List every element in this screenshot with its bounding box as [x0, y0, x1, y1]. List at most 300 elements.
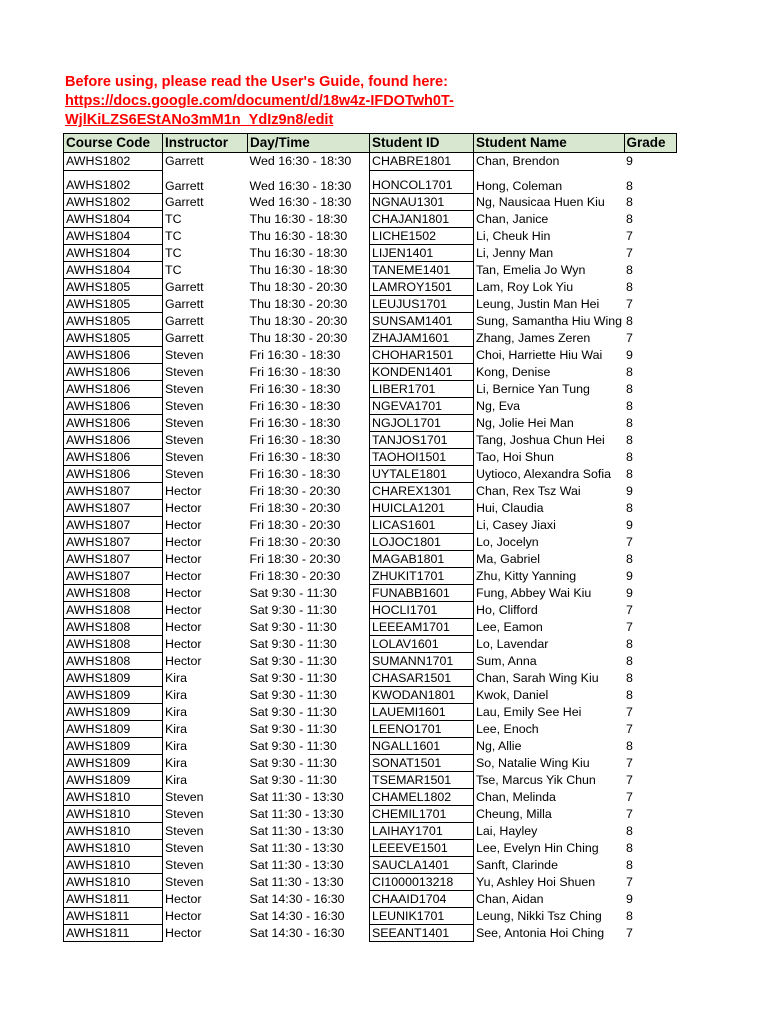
grade-cell[interactable]: 7 [626, 722, 633, 736]
instructor-cell[interactable]: Garrett [165, 314, 204, 328]
day-time-cell[interactable]: Sat 11:30 - 13:30 [249, 841, 344, 855]
grade-cell[interactable]: 7 [626, 705, 633, 719]
header-instructor[interactable]: Instructor [163, 134, 248, 153]
day-time-cell[interactable]: Fri 18:30 - 20:30 [249, 552, 341, 566]
student-id-cell[interactable]: CI1000013218 [370, 874, 474, 891]
student-name-cell[interactable]: Kong, Denise [476, 365, 551, 379]
day-time-cell[interactable]: Thu 16:30 - 18:30 [249, 212, 348, 226]
instructor-cell[interactable]: Hector [165, 620, 202, 634]
course-code-cell[interactable]: AWHS1804 [64, 211, 163, 228]
course-code-cell[interactable]: AWHS1808 [64, 619, 163, 636]
student-id-cell[interactable]: CHAJAN1801 [370, 211, 474, 228]
grade-cell[interactable]: 8 [626, 654, 633, 668]
course-code-cell[interactable]: AWHS1807 [64, 534, 163, 551]
course-code-cell[interactable]: AWHS1809 [64, 755, 163, 772]
student-id-cell[interactable]: LEENO1701 [370, 721, 474, 738]
student-name-cell[interactable]: See, Antonia Hoi Ching [476, 926, 605, 940]
course-code-cell[interactable]: AWHS1807 [64, 568, 163, 585]
student-id-cell[interactable]: LIBER1701 [370, 381, 474, 398]
instructor-cell[interactable]: Steven [165, 399, 204, 413]
student-id-cell[interactable]: UYTALE1801 [370, 466, 474, 483]
student-name-cell[interactable]: Li, Cheuk Hin [476, 229, 551, 243]
instructor-cell[interactable]: Steven [165, 348, 204, 362]
student-name-cell[interactable]: Lo, Lavendar [476, 637, 549, 651]
day-time-cell[interactable]: Sat 11:30 - 13:30 [249, 875, 344, 889]
student-id-cell[interactable]: LAUEMI1601 [370, 704, 474, 721]
instructor-cell[interactable]: TC [165, 263, 182, 277]
student-id-cell[interactable]: ZHAJAM1601 [370, 330, 474, 347]
student-id-cell[interactable]: NGEVA1701 [370, 398, 474, 415]
course-code-cell[interactable]: AWHS1810 [64, 857, 163, 874]
student-name-cell[interactable]: Tao, Hoi Shun [476, 450, 554, 464]
student-name-cell[interactable]: Li, Bernice Yan Tung [476, 382, 590, 396]
day-time-cell[interactable]: Sat 9:30 - 11:30 [249, 603, 337, 617]
student-id-cell[interactable]: MAGAB1801 [370, 551, 474, 568]
student-id-cell[interactable]: SAUCLA1401 [370, 857, 474, 874]
grade-cell[interactable]: 8 [626, 365, 633, 379]
course-code-cell[interactable]: AWHS1804 [64, 228, 163, 245]
course-code-cell[interactable]: AWHS1811 [64, 925, 163, 942]
day-time-cell[interactable]: Fri 18:30 - 20:30 [249, 501, 341, 515]
student-name-cell[interactable]: Hong, Coleman [476, 178, 563, 193]
grade-cell[interactable]: 8 [626, 280, 633, 294]
course-code-cell[interactable]: AWHS1805 [64, 296, 163, 313]
instructor-cell[interactable]: Steven [165, 807, 204, 821]
student-id-cell[interactable]: HUICLA1201 [370, 500, 474, 517]
student-id-cell[interactable]: CHAREX1301 [370, 483, 474, 500]
course-code-cell[interactable]: AWHS1807 [64, 551, 163, 568]
course-code-cell[interactable]: AWHS1810 [64, 823, 163, 840]
course-code-cell[interactable]: AWHS1806 [64, 466, 163, 483]
course-code-cell[interactable]: AWHS1804 [64, 262, 163, 279]
instructor-cell[interactable]: Kira [165, 671, 188, 685]
course-code-cell[interactable]: AWHS1809 [64, 670, 163, 687]
instructor-cell[interactable]: Steven [165, 875, 204, 889]
student-id-cell[interactable]: TAOHOI1501 [370, 449, 474, 466]
student-id-cell[interactable]: ZHUKIT1701 [370, 568, 474, 585]
student-id-cell[interactable]: HONCOL1701 [370, 171, 474, 194]
instructor-cell[interactable]: Hector [165, 603, 202, 617]
student-id-cell[interactable]: TANJOS1701 [370, 432, 474, 449]
grade-cell[interactable]: 8 [626, 467, 633, 481]
instructor-cell[interactable]: Steven [165, 365, 204, 379]
instructor-cell[interactable]: Steven [165, 790, 204, 804]
day-time-cell[interactable]: Thu 18:30 - 20:30 [249, 331, 348, 345]
student-name-cell[interactable]: Lau, Emily See Hei [476, 705, 582, 719]
student-id-cell[interactable]: LOJOC1801 [370, 534, 474, 551]
grade-cell[interactable]: 9 [626, 518, 633, 532]
header-course-code[interactable]: Course Code [64, 134, 163, 153]
student-id-cell[interactable]: CHEMIL1701 [370, 806, 474, 823]
day-time-cell[interactable]: Fri 16:30 - 18:30 [249, 365, 341, 379]
day-time-cell[interactable]: Sat 9:30 - 11:30 [249, 671, 337, 685]
student-name-cell[interactable]: Lee, Evelyn Hin Ching [476, 841, 599, 855]
day-time-cell[interactable]: Sat 9:30 - 11:30 [249, 756, 337, 770]
student-name-cell[interactable]: Li, Jenny Man [476, 246, 554, 260]
student-name-cell[interactable]: Yu, Ashley Hoi Shuen [476, 875, 596, 889]
instructor-cell[interactable]: Garrett [165, 280, 204, 294]
student-name-cell[interactable]: Ng, Jolie Hei Man [476, 416, 574, 430]
day-time-cell[interactable]: Fri 16:30 - 18:30 [249, 382, 341, 396]
day-time-cell[interactable]: Wed 16:30 - 18:30 [249, 195, 352, 209]
guide-link-line-1[interactable] [65, 92, 485, 111]
student-name-cell[interactable]: Sung, Samantha Hiu Wing [476, 314, 623, 328]
course-code-cell[interactable]: AWHS1811 [64, 908, 163, 925]
student-id-cell[interactable]: LEEEAM1701 [370, 619, 474, 636]
instructor-cell[interactable]: Garrett [165, 331, 204, 345]
instructor-cell[interactable]: Hector [165, 535, 202, 549]
course-code-cell[interactable]: AWHS1802 [64, 171, 163, 194]
day-time-cell[interactable]: Thu 16:30 - 18:30 [249, 229, 348, 243]
day-time-cell[interactable]: Fri 16:30 - 18:30 [249, 467, 341, 481]
instructor-cell[interactable]: TC [165, 212, 182, 226]
student-id-cell[interactable]: LEUNIK1701 [370, 908, 474, 925]
table-row [64, 738, 677, 755]
student-name-cell[interactable]: Lee, Enoch [476, 722, 539, 736]
instructor-cell[interactable]: Kira [165, 705, 188, 719]
course-code-cell[interactable]: AWHS1802 [64, 153, 163, 171]
student-name-cell[interactable]: Ho, Clifford [476, 603, 538, 617]
grade-cell[interactable]: 9 [626, 484, 633, 498]
instructor-cell[interactable]: Hector [165, 909, 202, 923]
student-id-cell[interactable]: KWODAN1801 [370, 687, 474, 704]
day-time-cell[interactable]: Fri 16:30 - 18:30 [249, 416, 341, 430]
student-name-cell[interactable]: Fung, Abbey Wai Kiu [476, 586, 592, 600]
table-row [64, 381, 677, 398]
grade-cell[interactable]: 8 [626, 195, 633, 209]
student-name-cell[interactable]: Ng, Nausicaa Huen Kiu [476, 195, 605, 209]
day-time-cell[interactable]: Fri 16:30 - 18:30 [249, 399, 341, 413]
course-code-cell[interactable]: AWHS1811 [64, 891, 163, 908]
day-time-cell[interactable]: Sat 9:30 - 11:30 [249, 654, 337, 668]
table-row [64, 398, 677, 415]
instructor-cell[interactable]: Hector [165, 892, 202, 906]
table-row [64, 330, 677, 347]
day-time-cell[interactable]: Sat 14:30 - 16:30 [249, 926, 345, 940]
instructor-cell[interactable]: Kira [165, 756, 188, 770]
student-name-cell[interactable]: Ng, Eva [476, 399, 521, 413]
grade-cell[interactable]: 7 [626, 756, 633, 770]
student-name-cell[interactable]: Tang, Joshua Chun Hei [476, 433, 605, 447]
course-code-cell[interactable]: AWHS1805 [64, 313, 163, 330]
course-code-cell[interactable]: AWHS1809 [64, 704, 163, 721]
student-name-cell[interactable]: Chan, Brendon [476, 154, 560, 168]
course-code-cell[interactable]: AWHS1802 [64, 194, 163, 211]
student-id-cell[interactable]: NGNAU1301 [370, 194, 474, 211]
grade-cell[interactable]: 7 [626, 875, 633, 889]
student-id-cell[interactable]: TSEMAR1501 [370, 772, 474, 789]
instructor-cell[interactable]: Hector [165, 637, 202, 651]
grade-cell[interactable]: 8 [626, 909, 633, 923]
grade-cell[interactable]: 8 [626, 688, 633, 702]
day-time-cell[interactable]: Fri 16:30 - 18:30 [249, 348, 341, 362]
instructor-cell[interactable]: Hector [165, 569, 202, 583]
student-name-cell[interactable]: Li, Casey Jiaxi [476, 518, 556, 532]
student-id-cell[interactable]: HOCLI1701 [370, 602, 474, 619]
student-name-cell[interactable]: Chan, Sarah Wing Kiu [476, 671, 599, 685]
course-code-cell[interactable]: AWHS1809 [64, 721, 163, 738]
course-code-cell[interactable]: AWHS1806 [64, 432, 163, 449]
grade-cell[interactable]: 8 [626, 382, 633, 396]
instructor-cell[interactable]: Kira [165, 722, 188, 736]
day-time-cell[interactable]: Fri 16:30 - 18:30 [249, 433, 341, 447]
course-code-cell[interactable]: AWHS1807 [64, 483, 163, 500]
student-name-cell[interactable]: Chan, Janice [476, 212, 549, 226]
student-id-cell[interactable]: TANEME1401 [370, 262, 474, 279]
day-time-cell[interactable]: Thu 16:30 - 18:30 [249, 263, 348, 277]
day-time-cell[interactable]: Wed 16:30 - 18:30 [249, 178, 352, 193]
student-id-cell[interactable]: NGJOL1701 [370, 415, 474, 432]
student-name-cell[interactable]: Sanft, Clarinde [476, 858, 558, 872]
grade-cell[interactable]: 7 [626, 535, 633, 549]
grade-cell[interactable]: 8 [626, 450, 633, 464]
grade-cell[interactable]: 8 [626, 501, 633, 515]
day-time-cell[interactable]: Thu 18:30 - 20:30 [249, 314, 348, 328]
day-time-cell[interactable]: Sat 9:30 - 11:30 [249, 705, 337, 719]
course-code-cell[interactable]: AWHS1808 [64, 636, 163, 653]
day-time-cell[interactable]: Sat 9:30 - 11:30 [249, 688, 337, 702]
student-id-cell[interactable]: CHAAID1704 [370, 891, 474, 908]
instructor-cell[interactable]: TC [165, 229, 182, 243]
day-time-cell[interactable]: Sat 11:30 - 13:30 [249, 824, 344, 838]
grade-cell[interactable]: 7 [626, 229, 633, 243]
grade-cell[interactable]: 8 [626, 824, 633, 838]
student-id-cell[interactable]: LOLAV1601 [370, 636, 474, 653]
instructor-cell[interactable]: TC [165, 246, 182, 260]
header-day-time[interactable]: Day/Time [248, 134, 370, 153]
grade-cell[interactable]: 8 [626, 637, 633, 651]
instructor-cell[interactable]: Kira [165, 773, 188, 787]
course-code-cell[interactable]: AWHS1808 [64, 602, 163, 619]
student-id-cell[interactable]: KONDEN1401 [370, 364, 474, 381]
course-code-cell[interactable]: AWHS1807 [64, 517, 163, 534]
course-code-cell[interactable]: AWHS1808 [64, 585, 163, 602]
grade-cell[interactable]: 9 [626, 892, 633, 906]
student-name-cell[interactable]: Hui, Claudia [476, 501, 544, 515]
grade-cell[interactable]: 8 [626, 314, 633, 328]
grade-cell[interactable]: 8 [626, 858, 633, 872]
header-student-name[interactable]: Student Name [474, 134, 625, 153]
student-id-cell[interactable]: LEUJUS1701 [370, 296, 474, 313]
instructor-cell[interactable]: Steven [165, 841, 204, 855]
table-row [64, 432, 677, 449]
grade-cell[interactable]: 7 [626, 246, 633, 260]
grade-cell[interactable]: 9 [626, 569, 633, 583]
guide-link[interactable]: https://docs.google.com/document/d/18w4z-IFDOTwh0T- [65, 93, 454, 109]
student-id-cell[interactable]: CHOHAR1501 [370, 347, 474, 364]
table-row [64, 585, 677, 602]
student-name-cell[interactable]: Lee, Eamon [476, 620, 543, 634]
instructor-cell[interactable]: Hector [165, 654, 202, 668]
student-name-cell[interactable]: Leung, Justin Man Hei [476, 297, 600, 311]
course-code-cell[interactable]: AWHS1806 [64, 364, 163, 381]
student-id-cell[interactable]: CHASAR1501 [370, 670, 474, 687]
student-id-cell[interactable]: FUNABB1601 [370, 585, 474, 602]
student-name-cell[interactable]: Chan, Rex Tsz Wai [476, 484, 581, 498]
student-id-cell[interactable]: LAMROY1501 [370, 279, 474, 296]
student-name-cell[interactable]: Sum, Anna [476, 654, 537, 668]
day-time-cell[interactable]: Fri 16:30 - 18:30 [249, 450, 341, 464]
course-code-cell[interactable]: AWHS1804 [64, 245, 163, 262]
grade-cell[interactable]: 9 [626, 348, 633, 362]
student-id-cell[interactable]: SEEANT1401 [370, 925, 474, 942]
guide-link-continued[interactable]: WjlKiLZS6EStANo3mM1n_YdIz9n8/edit [65, 112, 334, 128]
grade-cell[interactable]: 7 [626, 790, 633, 804]
instructor-cell[interactable]: Steven [165, 433, 204, 447]
course-code-cell[interactable]: AWHS1810 [64, 806, 163, 823]
header-student-id[interactable]: Student ID [370, 134, 474, 153]
day-time-cell[interactable]: Fri 18:30 - 20:30 [249, 484, 341, 498]
instructor-cell[interactable]: Hector [165, 518, 202, 532]
student-id-cell[interactable]: LIJEN1401 [370, 245, 474, 262]
course-code-cell[interactable]: AWHS1810 [64, 840, 163, 857]
instructor-cell[interactable]: Steven [165, 450, 204, 464]
course-code-cell[interactable]: AWHS1806 [64, 347, 163, 364]
day-time-cell[interactable]: Sat 9:30 - 11:30 [249, 586, 337, 600]
grade-cell[interactable]: 8 [626, 178, 633, 193]
instructor-cell[interactable]: Steven [165, 467, 204, 481]
student-id-cell[interactable]: CHAMEL1802 [370, 789, 474, 806]
day-time-cell[interactable]: Sat 9:30 - 11:30 [249, 637, 337, 651]
table-row [64, 704, 677, 721]
student-id-cell[interactable]: SUNSAM1401 [370, 313, 474, 330]
instructor-cell[interactable]: Hector [165, 586, 202, 600]
instructor-cell[interactable]: Steven [165, 858, 204, 872]
student-name-cell[interactable]: Cheung, Milla [476, 807, 552, 821]
grade-cell[interactable]: 8 [626, 841, 633, 855]
student-name-cell[interactable]: Tan, Emelia Jo Wyn [476, 263, 586, 277]
day-time-cell[interactable]: Thu 18:30 - 20:30 [249, 280, 348, 294]
grade-cell[interactable]: 8 [626, 552, 633, 566]
student-name-cell[interactable]: Ma, Gabriel [476, 552, 541, 566]
student-name-cell[interactable]: Choi, Harriette Hiu Wai [476, 348, 603, 362]
instructor-cell[interactable]: Steven [165, 416, 204, 430]
day-time-cell[interactable]: Sat 11:30 - 13:30 [249, 790, 344, 804]
course-code-cell[interactable]: AWHS1808 [64, 653, 163, 670]
day-time-cell[interactable]: Thu 16:30 - 18:30 [249, 246, 348, 260]
instructor-cell[interactable]: Hector [165, 552, 202, 566]
student-id-cell[interactable]: LAIHAY1701 [370, 823, 474, 840]
student-name-cell[interactable]: So, Natalie Wing Kiu [476, 756, 590, 770]
day-time-cell[interactable]: Sat 11:30 - 13:30 [249, 807, 344, 821]
student-name-cell[interactable]: Lai, Hayley [476, 824, 538, 838]
table-row [64, 619, 677, 636]
student-name-cell[interactable]: Lo, Jocelyn [476, 535, 539, 549]
course-code-cell[interactable]: AWHS1806 [64, 398, 163, 415]
grade-cell[interactable]: 7 [626, 773, 633, 787]
course-code-cell[interactable]: AWHS1809 [64, 772, 163, 789]
grade-cell[interactable]: 8 [626, 671, 633, 685]
instructor-cell[interactable]: Garrett [165, 195, 204, 209]
student-name-cell[interactable]: Lam, Roy Lok Yiu [476, 280, 574, 294]
grade-cell[interactable]: 7 [626, 603, 633, 617]
day-time-cell[interactable]: Sat 11:30 - 13:30 [249, 858, 344, 872]
grade-cell[interactable]: 8 [626, 433, 633, 447]
table-row [64, 449, 677, 466]
course-code-cell[interactable]: AWHS1810 [64, 874, 163, 891]
course-code-cell[interactable]: AWHS1809 [64, 687, 163, 704]
day-time-cell[interactable]: Sat 9:30 - 11:30 [249, 722, 337, 736]
table-row [64, 772, 677, 789]
day-time-cell[interactable]: Wed 16:30 - 18:30 [249, 154, 352, 168]
student-id-cell[interactable]: SUMANN1701 [370, 653, 474, 670]
course-code-cell[interactable]: AWHS1806 [64, 449, 163, 466]
grade-cell[interactable]: 8 [626, 212, 633, 226]
student-id-cell[interactable]: SONAT1501 [370, 755, 474, 772]
grade-cell[interactable]: 8 [626, 399, 633, 413]
course-code-cell[interactable]: AWHS1807 [64, 500, 163, 517]
grade-cell[interactable]: 9 [626, 586, 633, 600]
student-id-cell[interactable]: LICHE1502 [370, 228, 474, 245]
student-id-cell[interactable]: LEEEVE1501 [370, 840, 474, 857]
grade-cell[interactable]: 8 [626, 739, 633, 753]
student-id-cell[interactable]: LICAS1601 [370, 517, 474, 534]
course-code-cell[interactable]: AWHS1809 [64, 738, 163, 755]
course-code-cell[interactable]: AWHS1805 [64, 330, 163, 347]
instructor-cell[interactable]: Steven [165, 382, 204, 396]
day-time-cell[interactable]: Fri 18:30 - 20:30 [249, 518, 341, 532]
day-time-cell[interactable]: Thu 18:30 - 20:30 [249, 297, 348, 311]
header-grade[interactable]: Grade [624, 134, 676, 153]
day-time-cell[interactable]: Fri 18:30 - 20:30 [249, 569, 341, 583]
table-row [64, 789, 677, 806]
day-time-cell[interactable]: Sat 14:30 - 16:30 [249, 892, 345, 906]
instructor-cell[interactable]: Garrett [165, 154, 204, 168]
instructor-cell[interactable]: Kira [165, 739, 188, 753]
student-name-cell[interactable]: Uytioco, Alexandra Sofia [476, 467, 611, 481]
grade-cell[interactable]: 7 [626, 297, 633, 311]
course-code-cell[interactable]: AWHS1806 [64, 381, 163, 398]
grade-cell[interactable]: 8 [626, 263, 633, 277]
student-name-cell[interactable]: Tse, Marcus Yik Chun [476, 773, 596, 787]
instructor-cell[interactable]: Hector [165, 484, 202, 498]
grade-cell[interactable]: 7 [626, 807, 633, 821]
table-row [64, 568, 677, 585]
grade-cell[interactable]: 9 [626, 154, 633, 168]
day-time-cell[interactable]: Sat 14:30 - 16:30 [249, 909, 345, 923]
student-name-cell[interactable]: Zhu, Kitty Yanning [476, 569, 577, 583]
student-name-cell[interactable]: Zhang, James Zeren [476, 331, 591, 345]
instructor-cell[interactable]: Steven [165, 824, 204, 838]
instructor-cell[interactable]: Kira [165, 688, 188, 702]
instructor-cell[interactable]: Garrett [165, 297, 204, 311]
day-time-cell[interactable]: Sat 9:30 - 11:30 [249, 620, 337, 634]
course-code-cell[interactable]: AWHS1805 [64, 279, 163, 296]
grade-cell[interactable]: 7 [626, 331, 633, 345]
student-name-cell[interactable]: Kwok, Daniel [476, 688, 549, 702]
grade-cell[interactable]: 7 [626, 926, 633, 940]
table-row [64, 313, 677, 330]
student-name-cell[interactable]: Chan, Melinda [476, 790, 556, 804]
table-row [64, 171, 677, 194]
instructor-cell[interactable]: Hector [165, 501, 202, 515]
instructor-cell[interactable]: Hector [165, 926, 202, 940]
student-name-cell[interactable]: Ng, Allie [476, 739, 522, 753]
grade-cell[interactable]: 7 [626, 620, 633, 634]
student-id-cell[interactable]: CHABRE1801 [370, 153, 474, 171]
day-time-cell[interactable]: Fri 18:30 - 20:30 [249, 535, 341, 549]
course-code-cell[interactable]: AWHS1806 [64, 415, 163, 432]
course-code-cell[interactable]: AWHS1810 [64, 789, 163, 806]
student-id-cell[interactable]: NGALL1601 [370, 738, 474, 755]
grade-cell[interactable]: 8 [626, 416, 633, 430]
day-time-cell[interactable]: Sat 9:30 - 11:30 [249, 739, 337, 753]
day-time-cell[interactable]: Sat 9:30 - 11:30 [249, 773, 337, 787]
student-name-cell[interactable]: Chan, Aidan [476, 892, 544, 906]
instructor-cell[interactable]: Garrett [165, 178, 204, 193]
student-name-cell[interactable]: Leung, Nikki Tsz Ching [476, 909, 602, 923]
guide-link-line-2[interactable] [65, 111, 485, 130]
